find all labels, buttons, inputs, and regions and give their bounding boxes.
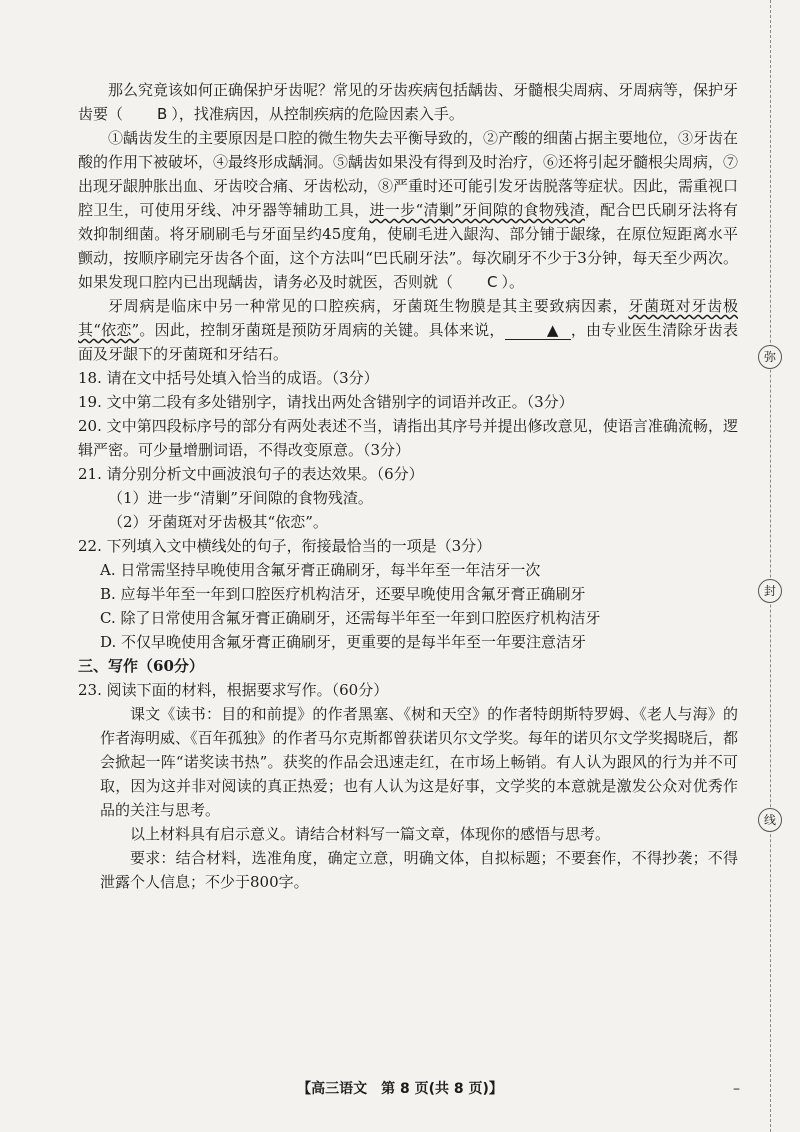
- filled-answer: C: [487, 273, 498, 291]
- corner-mark: –: [733, 1081, 740, 1097]
- paragraph-1: 那么究竟该如何正确保护牙齿呢？常见的牙齿疾病包括龋齿、牙髓根尖周病、牙周病等，保护牙齿要（ B ），找准病因，从控制疾病的危险因素入手。: [78, 78, 738, 126]
- option-c: C. 除了日常使用含氟牙膏正确刷牙，还需每半年至一年到口腔医疗机构洁牙: [100, 609, 601, 627]
- fill-blank: ▲: [505, 321, 571, 340]
- wavy-sentence-1: 进一步“清剿”牙间隙的食物残渣: [369, 201, 585, 219]
- option-d: D. 不仅早晚使用含氟牙膏正确刷牙，更重要的是每半年至一年要注意洁牙: [100, 633, 587, 651]
- question-21-part-2: （2）牙菌斑对牙齿极其“依恋”。: [108, 513, 328, 531]
- question-21: 21. 请分别分析文中画波浪句子的表达效果。（6分）: [78, 465, 424, 483]
- writing-requirements: 要求：结合材料，选准角度，确定立意，明确文体，自拟标题；不要套作，不得抄袭；不得泄露个人信息；不少于800字。: [100, 849, 738, 891]
- binding-line: [770, 0, 771, 1132]
- wavy-sentence-2: 牙菌斑对牙齿极其“依恋”: [78, 297, 738, 339]
- paragraph-2: ①龋齿发生的主要原因是口腔的微生物失去平衡导致的，②产酸的细菌占据主要地位，③牙齿在酸的作用下被破坏，④最终形成龋洞。⑤龋齿如果没有得到及时治疗，⑥还将引起牙髓根尖周病，⑦出现牙龈肿胀出血、牙齿咬合痛、牙齿松动，⑧严重时还可能引发牙齿脱落等症状。因此，需重视口腔卫生，可使用牙线、冲牙器等辅助工具，进一步“清剿”牙间隙的食物残渣，配合巴氏刷牙法将有效抑制细菌。将牙刷刷毛与牙面呈约45度角，使刷毛进入龈沟、部分铺于龈缘，在原位短距离水平颤动，按顺序刷完牙齿各个面，这个方法叫“巴氏刷牙法”。每次刷牙不少于3分钟，每天至少两次。如果发现口腔内已出现龋齿，请务必及时就医，否则就（ C ）。: [78, 126, 738, 294]
- seal-feng: 封: [758, 579, 782, 603]
- question-22: 22. 下列填入文中横线处的句子，衔接最恰当的一项是（3分）: [78, 537, 492, 555]
- seal-xian: 线: [758, 808, 782, 832]
- page-content: [78, 78, 738, 894]
- option-a: A. 日常需坚持早晚使用含氟牙膏正确刷牙，每半年至一年洁牙一次: [100, 561, 541, 579]
- question-19: 19. 文中第二段有多处错别字，请找出两处含错别字的词语并改正。（3分）: [78, 393, 574, 411]
- filled-answer: B: [157, 105, 168, 123]
- seal-mi: 弥: [758, 345, 782, 369]
- writing-material: 课文《读书：目的和前提》的作者黑塞、《树和天空》的作者特朗斯特罗姆、《老人与海》的作者海明威、《百年孤独》的作者马尔克斯都曾获诺贝尔文学奖。每年的诺贝尔文学奖揭晓后，都会掀起一阵“诺奖读书热”。获奖的作品会迅速走红，在市场上畅销。有人认为跟风的行为并不可取，因为这并非对阅读的真正热爱；也有人认为这是好事，文学奖的本意就是激发公众对优秀作品的关注与思考。: [100, 705, 738, 819]
- question-20: 20. 文中第四段标序号的部分有两处表述不当，请指出其序号并提出修改意见，使语言准确流畅，逻辑严密。可少量增删词语，不得改变原意。（3分）: [78, 417, 738, 459]
- paragraph-3: 牙周病是临床中另一种常见的口腔疾病，牙菌斑生物膜是其主要致病因素，牙菌斑对牙齿极其“依恋”。因此，控制牙菌斑是预防牙周病的关键。具体来说， ▲ ，由专业医生清除牙齿表面及牙龈下的牙菌斑和牙结石。: [78, 297, 738, 363]
- question-18: 18. 请在文中括号处填入恰当的成语。（3分）: [78, 369, 379, 387]
- question-23: 23. 阅读下面的材料，根据要求写作。（60分）: [78, 681, 389, 699]
- page-footer: 【高三语文 第 8 页(共 8 页)】: [297, 1081, 503, 1097]
- writing-task: 以上材料具有启示意义。请结合材料写一篇文章，体现你的感悟与思考。: [130, 825, 611, 843]
- question-21-part-1: （1）进一步“清剿”牙间隙的食物残渣。: [108, 489, 373, 507]
- option-b: B. 应每半年至一年到口腔医疗机构洁牙，还要早晚使用含氟牙膏正确刷牙: [100, 585, 586, 603]
- section-heading-writing: 三、写作（60分）: [78, 657, 204, 675]
